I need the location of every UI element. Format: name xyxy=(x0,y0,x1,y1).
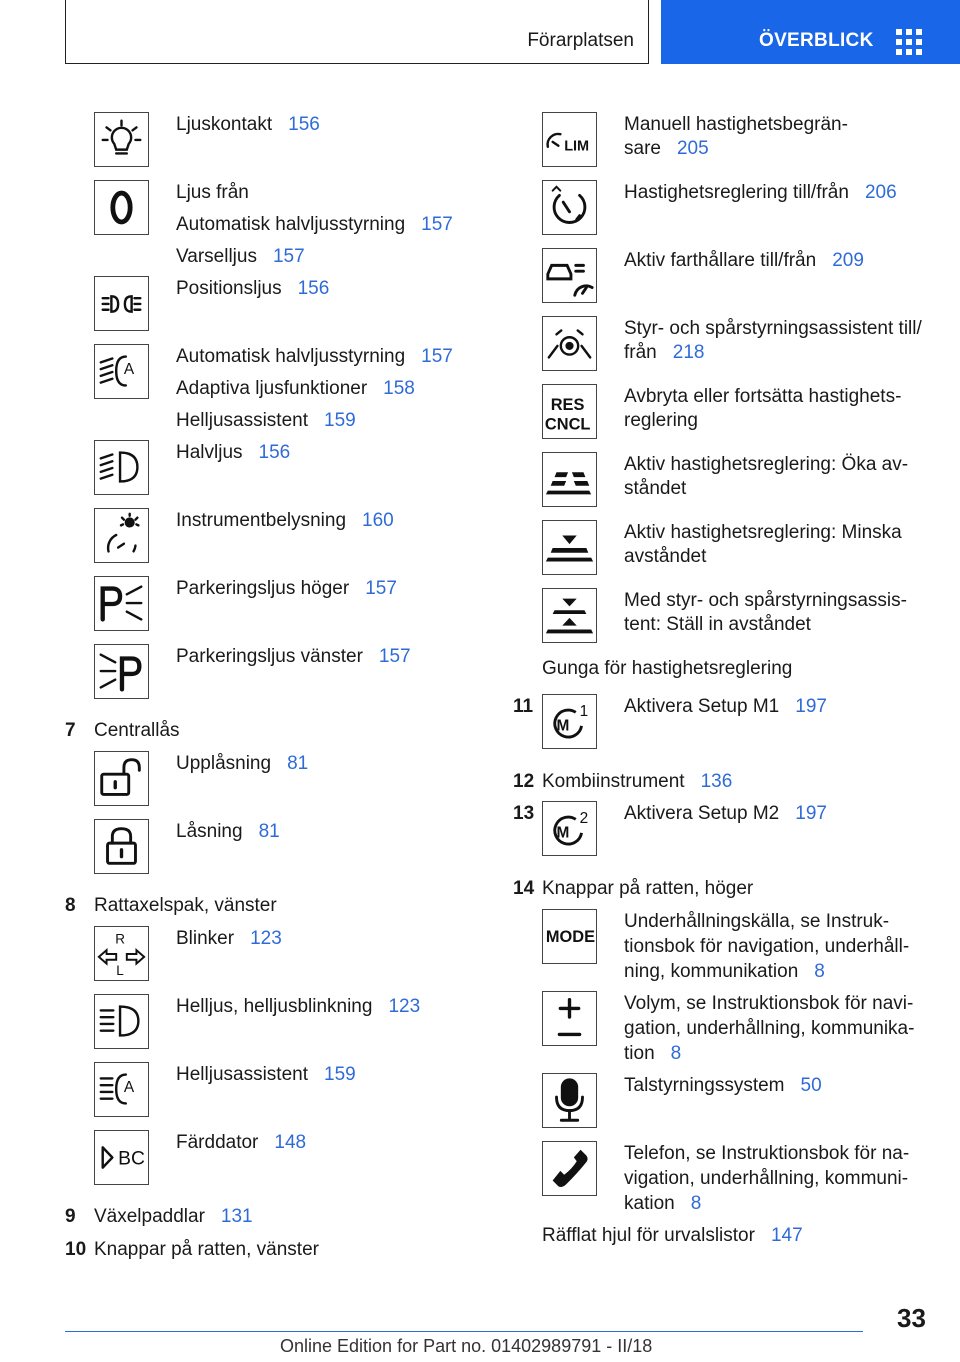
item-line: Avbryta eller fortsätta hastighets- xyxy=(624,386,902,407)
page-link[interactable]: 81 xyxy=(258,821,280,842)
section-title: Förarplatsen xyxy=(527,30,634,51)
svg-text:1: 1 xyxy=(579,703,589,721)
cruise-control-icon xyxy=(542,180,597,235)
item-line: Blinker 123 xyxy=(176,928,282,949)
auto-low-beam-icon xyxy=(94,344,149,399)
item-line: Varselljus 157 xyxy=(176,246,305,267)
item-line: Aktiv hastighetsreglering: Minska xyxy=(624,522,902,543)
res-cncl-icon xyxy=(542,384,597,439)
section-number: 8 xyxy=(65,895,76,916)
page-link[interactable]: 159 xyxy=(324,1064,356,1085)
item-line: Helljusassistent 159 xyxy=(176,1064,356,1085)
section-title: Knappar på ratten, vänster xyxy=(94,1239,319,1260)
page-link[interactable]: 8 xyxy=(690,1193,702,1214)
item-line: Telefon, se Instruktionsbok för na- xyxy=(624,1143,910,1164)
phone-icon xyxy=(542,1141,597,1196)
svg-text:BC: BC xyxy=(118,1148,145,1170)
item-line: Styr- och spårstyrningsassistent till/ xyxy=(624,318,922,339)
item-line: sare 205 xyxy=(624,138,709,159)
high-beam-icon xyxy=(94,994,149,1049)
lock-icon xyxy=(94,819,149,874)
item-line: gation, underhållning, kommunika- xyxy=(624,1018,915,1039)
item-line: Helljus, helljusblinkning 123 xyxy=(176,996,421,1017)
page-link[interactable]: 8 xyxy=(670,1043,682,1064)
section-number: 9 xyxy=(65,1206,76,1227)
light-off-icon xyxy=(94,180,149,235)
page-link[interactable]: 156 xyxy=(258,442,291,463)
distance-increase-icon xyxy=(542,452,597,507)
item-line: Helljusassistent 159 xyxy=(176,410,356,431)
page-link[interactable]: 131 xyxy=(220,1206,253,1227)
item-line: kation 8 xyxy=(624,1193,702,1214)
item-line: Automatisk halvljusstyrning 157 xyxy=(176,346,453,367)
page-link[interactable]: 197 xyxy=(795,696,827,717)
section-number: 13 xyxy=(513,803,535,824)
high-beam-assist-icon xyxy=(94,1062,149,1117)
lim-icon xyxy=(542,112,597,167)
page-link[interactable]: 157 xyxy=(378,646,411,667)
item-line: Ljus från xyxy=(176,182,249,203)
item-line: Färddator 148 xyxy=(176,1132,307,1153)
page-link[interactable]: 8 xyxy=(814,961,825,982)
page-link[interactable]: 160 xyxy=(362,510,394,531)
page-link[interactable]: 209 xyxy=(832,250,864,271)
section-number: 12 xyxy=(513,771,535,792)
svg-text:R: R xyxy=(115,931,125,947)
volume-icon xyxy=(542,991,597,1046)
page-link[interactable]: 157 xyxy=(421,214,453,235)
page-link[interactable]: 157 xyxy=(365,578,397,599)
page-link[interactable]: 156 xyxy=(297,278,330,299)
item-line: Automatisk halvljusstyrning 157 xyxy=(176,214,453,235)
item-line: ning, kommunikation 8 xyxy=(624,961,825,982)
page-link[interactable]: 156 xyxy=(288,114,320,135)
item-line: Med styr- och spårstyrningsassis- xyxy=(624,590,907,611)
item-line: Halvljus 156 xyxy=(176,442,291,463)
section-number: 10 xyxy=(65,1239,87,1260)
section-number: 14 xyxy=(513,878,535,899)
svg-text:L: L xyxy=(116,963,124,979)
parking-right-icon xyxy=(94,576,149,631)
section-title: Knappar på ratten, höger xyxy=(542,878,754,899)
item-line: Parkeringsljus höger 157 xyxy=(176,578,397,599)
svg-text:M: M xyxy=(556,824,570,842)
item-line: Aktivera Setup M1 197 xyxy=(624,696,827,717)
page-link[interactable]: 147 xyxy=(770,1225,803,1246)
sub-heading: Gunga för hastighetsreglering xyxy=(542,658,793,679)
page-link[interactable]: 158 xyxy=(383,378,415,399)
svg-text:A: A xyxy=(123,360,135,378)
distance-decrease-icon xyxy=(542,520,597,575)
svg-text:RES: RES xyxy=(550,396,585,415)
page-link[interactable]: 157 xyxy=(272,246,305,267)
item-line: Underhållningskälla, se Instruk- xyxy=(624,911,890,932)
page-link[interactable]: 157 xyxy=(421,346,453,367)
item-line: Talstyrningssystem 50 xyxy=(624,1075,822,1096)
distance-set-icon xyxy=(542,588,597,643)
page-link[interactable]: 197 xyxy=(795,803,827,824)
item-line: tionsbok för navigation, underhåll- xyxy=(624,936,910,957)
parking-left-icon xyxy=(94,644,149,699)
section-title: Centrallås xyxy=(94,720,180,741)
item-line: ståndet xyxy=(624,478,687,499)
item-line: Instrumentbelysning 160 xyxy=(176,510,394,531)
low-beam-icon xyxy=(94,440,149,495)
sub-heading: Räfflat hjul för urvalslistor 147 xyxy=(542,1225,803,1246)
edition-text: Online Edition for Part no. 01402989791 - II/18 xyxy=(280,1336,653,1356)
item-line: Hastighetsreglering till/från 206 xyxy=(624,182,897,203)
item-line: vigation, underhållning, kommuni- xyxy=(624,1168,909,1189)
item-line: Låsning 81 xyxy=(176,821,280,842)
item-line: Manuell hastighetsbegrän- xyxy=(624,114,848,135)
header-section-box xyxy=(65,0,649,64)
m1-icon xyxy=(542,694,597,749)
svg-text:MODE: MODE xyxy=(545,927,596,946)
page-link[interactable]: 218 xyxy=(672,342,705,363)
svg-text:M: M xyxy=(556,717,570,735)
section-title: Kombiinstrument 136 xyxy=(542,771,733,792)
item-line: Parkeringsljus vänster 157 xyxy=(176,646,411,667)
page-link[interactable]: 123 xyxy=(388,996,421,1017)
overview-tab-label: ÖVERBLICK xyxy=(759,30,874,51)
unlock-icon xyxy=(94,751,149,806)
svg-text:A: A xyxy=(123,1078,135,1096)
footer-divider xyxy=(65,1331,863,1332)
section-title: Rattaxelspak, vänster xyxy=(94,895,277,916)
page-link[interactable]: 206 xyxy=(864,182,897,203)
microphone-icon xyxy=(542,1073,597,1128)
page-link[interactable]: 136 xyxy=(700,771,733,792)
active-cruise-icon xyxy=(542,248,597,303)
instrument-lighting-icon xyxy=(94,508,149,563)
m2-icon xyxy=(542,801,597,856)
section-number: 11 xyxy=(513,696,534,717)
svg-text:2: 2 xyxy=(579,810,589,828)
page-link[interactable]: 50 xyxy=(800,1075,822,1096)
steering-assist-icon xyxy=(542,316,597,371)
page-link[interactable]: 159 xyxy=(324,410,356,431)
item-line: Aktivera Setup M2 197 xyxy=(624,803,827,824)
item-line: Aktiv hastighetsreglering: Öka av- xyxy=(624,454,909,475)
page-number: 33 xyxy=(897,1303,926,1333)
grid-icon xyxy=(896,29,922,55)
item-line: Ljuskontakt 156 xyxy=(176,114,320,135)
page-link[interactable]: 205 xyxy=(676,138,709,159)
item-line: tion 8 xyxy=(624,1043,682,1064)
light-switch-icon xyxy=(94,112,149,167)
svg-text:CNCL: CNCL xyxy=(544,415,591,434)
mode-icon xyxy=(542,909,597,964)
bc-icon xyxy=(94,1130,149,1185)
page-link[interactable]: 123 xyxy=(250,928,282,949)
section-number: 7 xyxy=(65,720,76,741)
page-link[interactable]: 148 xyxy=(274,1132,307,1153)
position-lights-icon xyxy=(94,276,149,331)
item-line: Aktiv farthållare till/från 209 xyxy=(624,250,864,271)
overview-tab[interactable] xyxy=(661,0,960,64)
svg-text:LIM: LIM xyxy=(564,138,590,155)
turn-signal-icon xyxy=(94,926,149,981)
item-line: från 218 xyxy=(624,342,705,363)
item-line: reglering xyxy=(624,410,698,431)
item-line: tent: Ställ in avståndet xyxy=(624,614,811,635)
item-line: Positionsljus 156 xyxy=(176,278,330,299)
item-line: Upplåsning 81 xyxy=(176,753,309,774)
section-title: Växelpaddlar 131 xyxy=(94,1206,253,1227)
item-line: Adaptiva ljusfunktioner 158 xyxy=(176,378,415,399)
item-line: avståndet xyxy=(624,546,707,567)
page-link[interactable]: 81 xyxy=(287,753,309,774)
item-line: Volym, se Instruktionsbok för navi- xyxy=(624,993,914,1014)
